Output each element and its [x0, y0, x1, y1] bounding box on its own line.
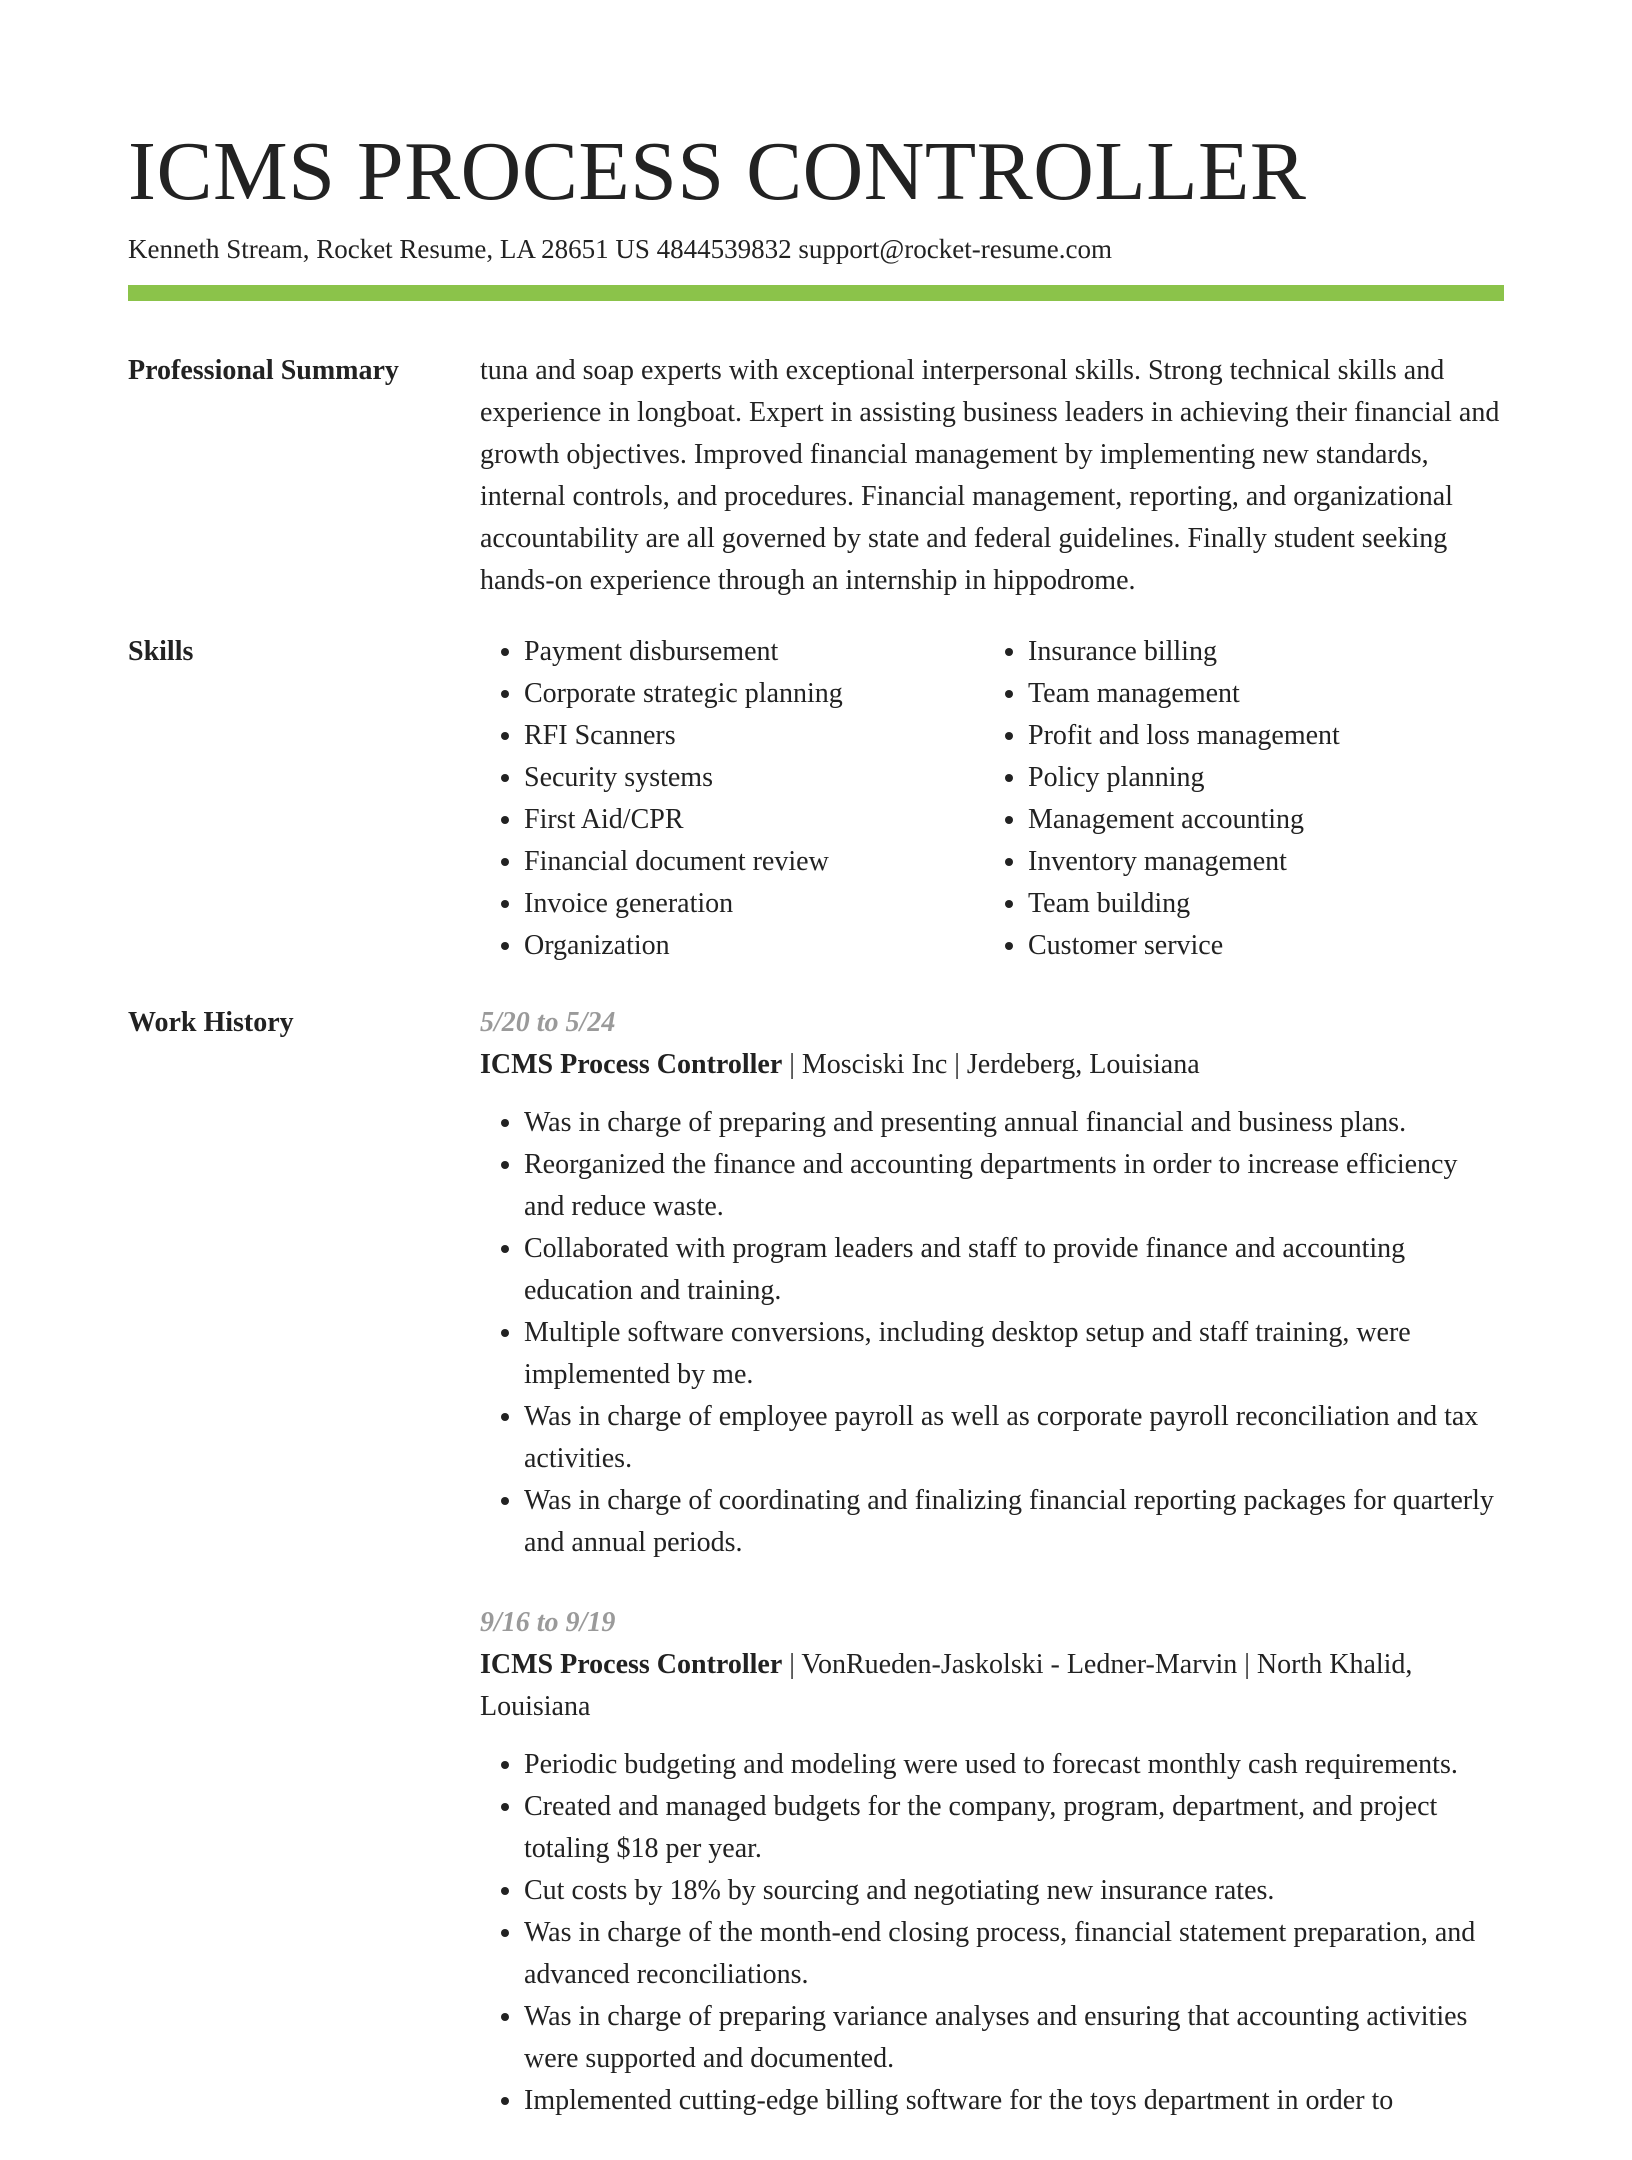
skill-item: • Team building	[1028, 883, 1488, 925]
skill-item: • Team management	[1028, 673, 1488, 715]
job-title: ICMS Process Controller	[480, 1649, 783, 1680]
job-bullet: • Was in charge of coordinating and finalizing financial reporting packages for quarterly and annual periods.	[524, 1480, 1504, 1564]
skill-item: • Policy planning	[1028, 757, 1488, 799]
job-bullet: • Was in charge of preparing variance analyses and ensuring that accounting activities were supported and documented.	[524, 1996, 1504, 2080]
job-details: | Mosciski Inc | Jerdeberg, Louisiana	[782, 1049, 1200, 1080]
job-bullets	[480, 1102, 1504, 1564]
job-heading	[480, 1044, 1504, 1086]
skill-item: • Corporate strategic planning	[524, 673, 984, 715]
skill-item: • Insurance billing	[1028, 631, 1488, 673]
job-bullet: • Created and managed budgets for the company, program, department, and project totaling $18 per year.	[524, 1786, 1504, 1870]
accent-divider	[128, 285, 1504, 301]
job-bullet: • Was in charge of the month-end closing process, financial statement preparation, and advanced reconciliations.	[524, 1912, 1504, 1996]
job-heading	[480, 1644, 1504, 1728]
skill-item: • Financial document review	[524, 841, 984, 883]
resume-title: ICMS PROCESS CONTROLLER	[128, 125, 1307, 218]
skill-item: • Profit and loss management	[1028, 715, 1488, 757]
job-bullet: • Implemented cutting-edge billing software for the toys department in order to	[524, 2080, 1504, 2122]
job-entry	[480, 1002, 1504, 1564]
job-bullets	[480, 1744, 1504, 2122]
job-details: | VonRueden-Jaskolski - Ledner-Marvin | North Khalid, Louisiana	[480, 1649, 1413, 1722]
job-bullet: • Was in charge of preparing and presenting annual financial and business plans.	[524, 1102, 1504, 1144]
skill-item: • Customer service	[1028, 925, 1488, 967]
summary-label: Professional Summary	[128, 355, 399, 386]
skill-item: • Security systems	[524, 757, 984, 799]
skill-item: • RFI Scanners	[524, 715, 984, 757]
job-title: ICMS Process Controller	[480, 1049, 783, 1080]
summary-body	[480, 350, 1504, 602]
skill-item: • Organization	[524, 925, 984, 967]
job-bullet: • Collaborated with program leaders and staff to provide finance and accounting education and training.	[524, 1228, 1504, 1312]
job-bullet: • Reorganized the finance and accounting departments in order to increase efficiency and reduce waste.	[524, 1144, 1504, 1228]
contact-line: Kenneth Stream, Rocket Resume, LA 28651 US 4844539832 support@rocket-resume.com	[128, 234, 1112, 264]
skill-item: • Inventory management	[1028, 841, 1488, 883]
work-body	[480, 1002, 1504, 2160]
skills-list-left	[480, 631, 984, 967]
summary-text: tuna and soap experts with exceptional interpersonal skills. Strong technical skills and experience in longboat. Expert in assisting business leaders in achieving their financial and growth objectives. Improved financial management by implementing new standards, internal controls, and procedures. Financial management, reporting, and organizational accountability are all governed by state and federal guidelines. Finally student seeking hands-on experience through an internship in hippodrome.	[480, 355, 1500, 596]
job-bullet: • Multiple software conversions, including desktop setup and staff training, were implemented by me.	[524, 1312, 1504, 1396]
job-bullet: • Periodic budgeting and modeling were used to forecast monthly cash requirements.	[524, 1744, 1504, 1786]
job-bullet: • Was in charge of employee payroll as well as corporate payroll reconciliation and tax activities.	[524, 1396, 1504, 1480]
skills-label: Skills	[128, 636, 194, 667]
job-dates: 9/16 to 9/19	[480, 1607, 616, 1638]
skills-list-right	[984, 631, 1488, 967]
skills-body	[480, 631, 1504, 967]
job-bullet: • Cut costs by 18% by sourcing and negotiating new insurance rates.	[524, 1870, 1504, 1912]
skill-item: • Payment disbursement	[524, 631, 984, 673]
work-label: Work History	[128, 1007, 294, 1038]
skill-item: • First Aid/CPR	[524, 799, 984, 841]
skill-item: • Management accounting	[1028, 799, 1488, 841]
skill-item: • Invoice generation	[524, 883, 984, 925]
job-dates: 5/20 to 5/24	[480, 1007, 616, 1038]
job-entry	[480, 1602, 1504, 2122]
